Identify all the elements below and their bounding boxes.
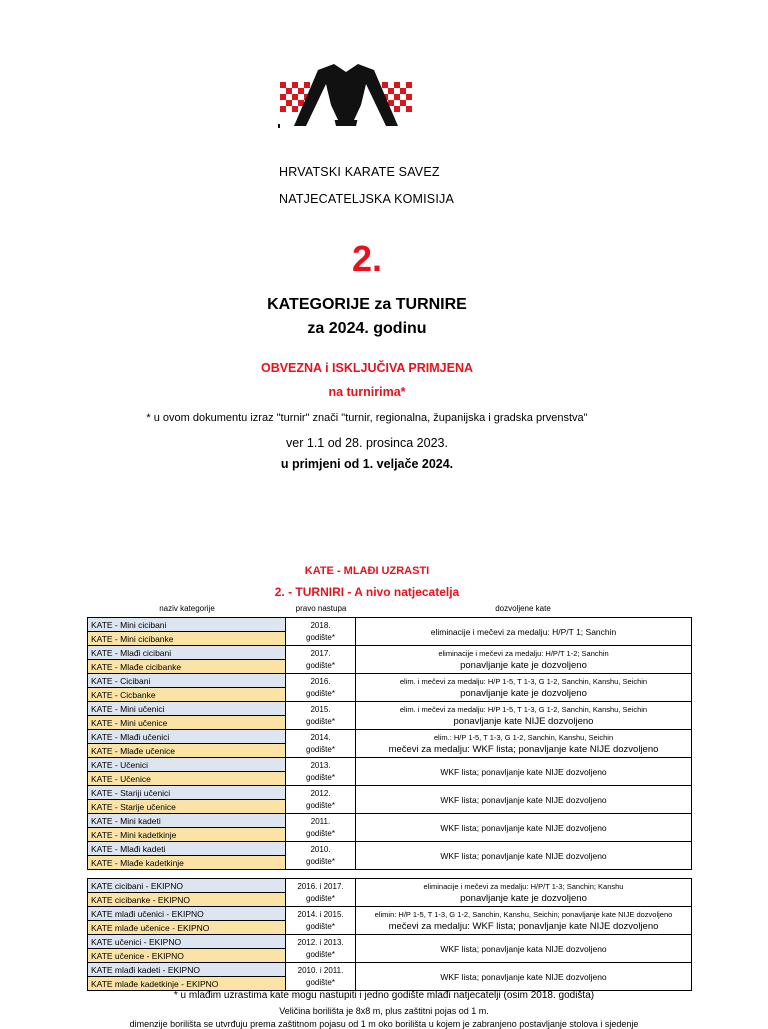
allowed-kata-line1: elim. i mečevi za medalju: H/P 1-5, T 1-3, G 1-2, Sanchin, Kanshu, Seichin (399, 676, 648, 686)
category-girls: KATE - Mlađe kadetkinje (88, 856, 286, 870)
hks-logo (278, 60, 414, 128)
year-note: godište* (306, 744, 335, 754)
year-note: godište* (306, 893, 335, 903)
year-cell (286, 879, 356, 907)
category-girls: KATE - Učenice (88, 772, 286, 786)
table-row (88, 935, 692, 949)
category-boys: KATE cicibani - EKIPNO (88, 879, 286, 893)
year-cell (286, 730, 356, 758)
allowed-kata-cell (356, 814, 692, 842)
year-value: 2010. i 2011. (297, 965, 344, 975)
individual-categories-table (87, 617, 692, 870)
year-cell (286, 935, 356, 963)
table-row (88, 963, 692, 977)
category-boys: KATE - Mini učenici (88, 702, 286, 716)
category-boys: KATE mlađi kadeti - EKIPNO (88, 963, 286, 977)
mandatory-line2: na turnirima* (328, 385, 406, 399)
category-girls: KATE učenice - EKIPNO (88, 949, 286, 963)
allowed-kata-cell (356, 674, 692, 702)
allowed-kata-cell (356, 963, 692, 991)
allowed-kata-cell (356, 646, 692, 674)
year-cell (286, 646, 356, 674)
year-value: 2012. i 2013. (297, 937, 344, 947)
allowed-kata-cell (356, 907, 692, 935)
category-girls: KATE - Mini učenice (88, 716, 286, 730)
allowed-kata-cell (356, 786, 692, 814)
year-value: 2010. (310, 844, 331, 854)
footer-note-age: * u mlađim uzrastima kate mogu nastupiti i jedno godište mlađi natjecatelji (osim 2018. godišta) (173, 990, 595, 1001)
allowed-kata-line1: WKF lista; ponavljanje kata NIJE dozvoljeno (440, 943, 607, 954)
doc-title-line2: za 2024. godinu (307, 320, 427, 337)
category-boys: KATE - Mlađi cicibani (88, 646, 286, 660)
year-note: godište* (306, 949, 335, 959)
turnir-definition-note: * u ovom dokumentu izraz "turnir" znači "turnir, regionalna, županijska i gradska prvenstva" (146, 412, 588, 424)
category-girls: KATE - Mlađe učenice (88, 744, 286, 758)
year-value: 2014. (310, 732, 331, 742)
category-girls: KATE mlađe učenice - EKIPNO (88, 921, 286, 935)
allowed-kata-line1: WKF lista; ponavljanje kate NIJE dozvoljeno (440, 766, 607, 777)
document-number: 2. (351, 238, 383, 279)
year-note: godište* (306, 828, 335, 838)
year-value: 2018. (310, 620, 331, 630)
year-cell (286, 758, 356, 786)
footer-note-dimensions: dimenzije borilišta se utvrđuju prema zaštitnom pojasu od 1 m oko borilišta u kojem je zabranjeno postavljanje stolova i sjedenje (129, 1019, 639, 1029)
year-note: godište* (306, 921, 335, 931)
year-value: 2015. (310, 704, 331, 714)
allowed-kata-line1: elim. i mečevi za medalju: H/P 1-5, T 1-3, G 1-2, Sanchin, Kanshu, Seichin (399, 704, 648, 714)
table-row (88, 907, 692, 921)
year-note: godište* (306, 856, 335, 866)
category-girls: KATE - Mini kadetkinje (88, 828, 286, 842)
table-row (88, 879, 692, 893)
allowed-kata-line1: elimin: H/P 1-5, T 1-3, G 1-2, Sanchin, Kanshu, Seichin; ponavljanje kate NIJE dozvoljeno (374, 909, 673, 919)
table-row (88, 842, 692, 856)
year-note: godište* (306, 660, 335, 670)
category-boys: KATE - Stariji učenici (88, 786, 286, 800)
category-girls: KATE mlađe kadetkinje - EKIPNO (88, 977, 286, 991)
year-value: 2017. (310, 648, 331, 658)
allowed-kata-line2: ponavljanje kate NIJE dozvoljeno (453, 715, 594, 727)
category-boys: KATE - Mlađi kadeti (88, 842, 286, 856)
allowed-kata-line1: WKF lista; ponavljanje kate NIJE dozvoljeno (440, 794, 607, 805)
allowed-kata-line1: eliminacije i mečevi za medalju: H/P/T 1; Sanchin (430, 626, 617, 637)
category-girls: KATE cicibanke - EKIPNO (88, 893, 286, 907)
year-value: 2012. (310, 788, 331, 798)
category-girls: KATE - Mlađe cicibanke (88, 660, 286, 674)
year-note: godište* (306, 716, 335, 726)
category-girls: KATE - Cicbanke (88, 688, 286, 702)
allowed-kata-line1: WKF lista; ponavljanje kate NIJE dozvoljeno (440, 850, 607, 861)
allowed-kata-cell (356, 730, 692, 758)
version-text: ver 1.1 od 28. prosinca 2023. (286, 436, 448, 450)
year-value: 2011. (310, 816, 331, 826)
table-row (88, 646, 692, 660)
allowed-kata-cell (356, 758, 692, 786)
table-row (88, 674, 692, 688)
footer-note-area: Veličina borilišta je 8x8 m, plus zaštitni pojas od 1 m. (279, 1006, 489, 1016)
year-cell (286, 814, 356, 842)
applied-from-text: u primjeni od 1. veljače 2024. (280, 457, 454, 471)
table-row (88, 758, 692, 772)
allowed-kata-line2: mečevi za medalju: WKF lista; ponavljanje kate NIJE dozvoljeno (388, 743, 659, 755)
allowed-kata-line1: elim.: H/P 1-5, T 1-3, G 1-2, Sanchin, Kanshu, Seichin (433, 732, 614, 742)
allowed-kata-cell (356, 879, 692, 907)
table-row (88, 618, 692, 632)
doc-title-line1: KATEGORIJE za TURNIRE (267, 296, 467, 313)
year-note: godište* (306, 688, 335, 698)
year-cell (286, 842, 356, 870)
table-row (88, 730, 692, 744)
year-cell (286, 702, 356, 730)
col-header-kata: dozvoljene kate (495, 604, 551, 613)
year-note: godište* (306, 977, 335, 987)
allowed-kata-line1: WKF lista; ponavljanje kate NIJE dozvoljeno (440, 971, 607, 982)
org-name: HRVATSKI KARATE SAVEZ (279, 165, 440, 179)
col-header-category: naziv kategorije (159, 604, 215, 613)
allowed-kata-line2: ponavljanje kate je dozvoljeno (460, 659, 587, 671)
allowed-kata-line1: eliminacije i mečevi za medalju: H/P/T 1-2; Sanchin (438, 648, 609, 658)
category-boys: KATE - Cicibani (88, 674, 286, 688)
year-value: 2016. i 2017. (297, 881, 344, 891)
category-boys: KATE - Mini kadeti (88, 814, 286, 828)
team-categories-table (87, 878, 692, 991)
allowed-kata-line2: mečevi za medalju: WKF lista; ponavljanje kate NIJE dozvoljeno (388, 920, 659, 932)
year-cell (286, 907, 356, 935)
table-row (88, 814, 692, 828)
year-note: godište* (306, 772, 335, 782)
allowed-kata-cell (356, 935, 692, 963)
category-boys: KATE - Mlađi učenici (88, 730, 286, 744)
allowed-kata-line1: eliminacije i mečevi za medalju: H/P/T 1-3; Sanchin; Kanshu (423, 881, 624, 891)
category-boys: KATE - Mini cicibani (88, 618, 286, 632)
category-girls: KATE - Starije učenice (88, 800, 286, 814)
mandatory-line1: OBVEZNA i ISKLJUČIVA PRIMJENA (260, 361, 474, 375)
year-note: godište* (306, 632, 335, 642)
table-row (88, 786, 692, 800)
allowed-kata-cell (356, 702, 692, 730)
table-row (88, 702, 692, 716)
year-value: 2014. i 2015. (297, 909, 344, 919)
year-cell (286, 618, 356, 646)
section-subtitle: 2. - TURNIRI - A nivo natjecatelja (274, 585, 460, 599)
year-cell (286, 786, 356, 814)
commission-name: NATJECATELJSKA KOMISIJA (279, 192, 455, 206)
section-title: KATE - MLAĐI UZRASTI (304, 565, 430, 577)
category-girls: KATE - Mini cicibanke (88, 632, 286, 646)
year-cell (286, 963, 356, 991)
allowed-kata-cell (356, 618, 692, 646)
category-boys: KATE učenici - EKIPNO (88, 935, 286, 949)
category-boys: KATE - Učenici (88, 758, 286, 772)
allowed-kata-line2: ponavljanje kate je dozvoljeno (460, 687, 587, 699)
category-boys: KATE mlađi učenici - EKIPNO (88, 907, 286, 921)
year-value: 2016. (310, 676, 331, 686)
col-header-right: pravo nastupa (295, 604, 347, 613)
year-note: godište* (306, 800, 335, 810)
year-value: 2013. (310, 760, 331, 770)
allowed-kata-cell (356, 842, 692, 870)
allowed-kata-line1: WKF lista; ponavljanje kate NIJE dozvoljeno (440, 822, 607, 833)
year-cell (286, 674, 356, 702)
allowed-kata-line2: ponavljanje kate je dozvoljeno (460, 892, 587, 904)
